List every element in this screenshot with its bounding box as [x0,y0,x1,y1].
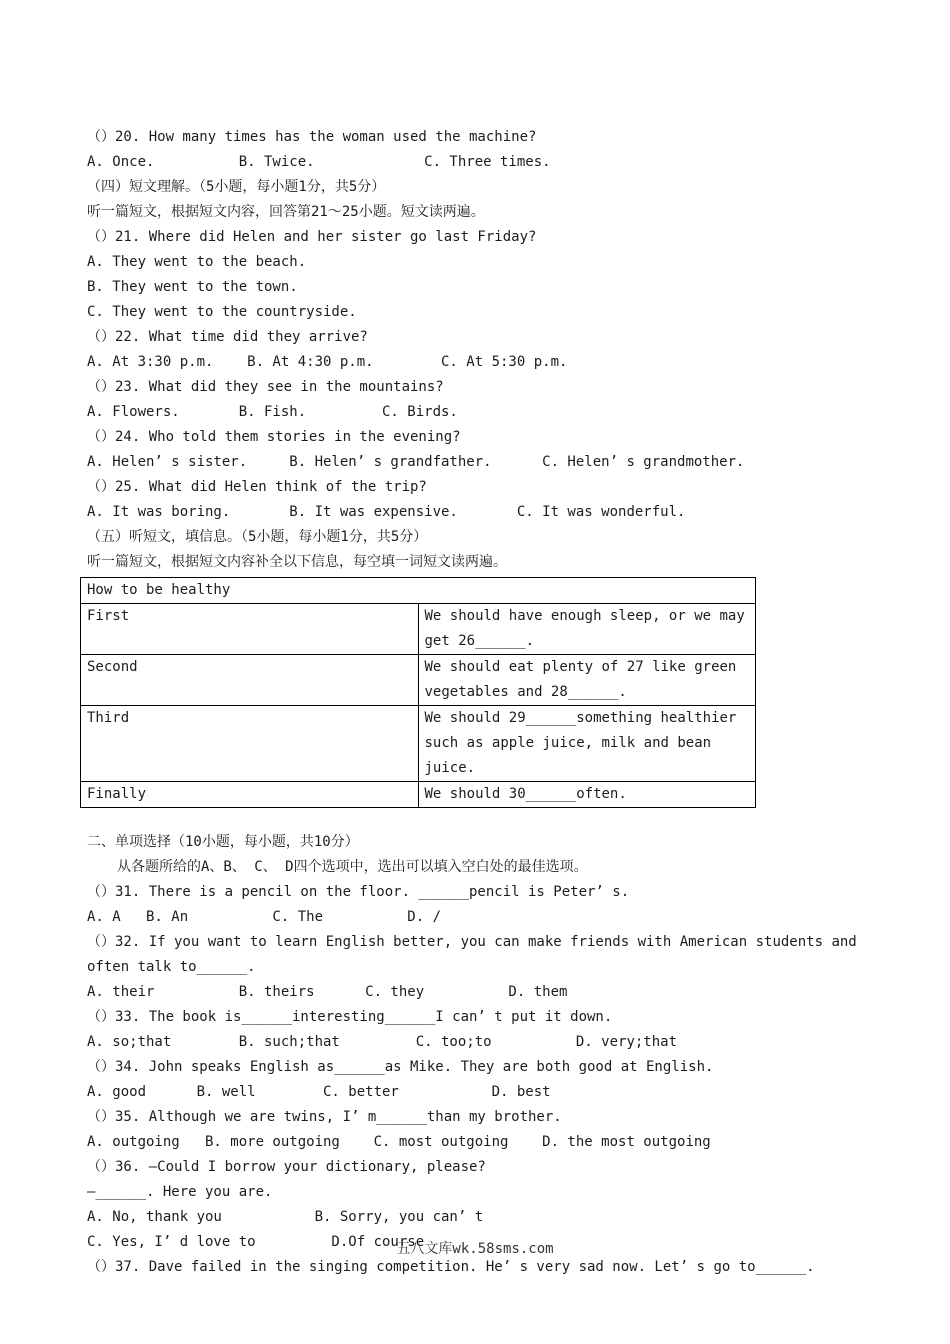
question-20: （）20. How many times has the woman used the machine? [87,129,537,145]
section-heading-2: 二、单项选择（10小题，每小题，共10分） [87,834,359,850]
question-22-options: A. At 3:30 p.m. B. At 4:30 p.m. C. At 5:30 p.m. [87,354,568,370]
section-heading-part4: （四）短文理解。（5小题，每小题1分，共5分） [87,179,386,195]
question-21: （）21. Where did Helen and her sister go last Friday? [87,229,537,245]
table-row [81,655,756,706]
table-row [81,604,756,655]
question-21-option-a: A. They went to the beach. [87,254,307,270]
question-25-options: A. It was boring. B. It was expensive. C. It was wonderful. [87,504,686,520]
table-row-text-first: We should have enough sleep, or we may get 26______. [418,604,756,655]
question-21-option-c: C. They went to the countryside. [87,304,357,320]
question-35: （）35. Although we are twins, I’ m______than my brother. [87,1109,562,1125]
question-24-options: A. Helen’ s sister. B. Helen’ s grandfather. C. Helen’ s grandmother. [87,454,745,470]
question-22: （）22. What time did they arrive? [87,329,368,345]
table-row [81,706,756,782]
part4-instructions: 听一篇短文，根据短文内容，回答第21～25小题。短文读两遍。 [87,204,485,220]
question-34: （）34. John speaks English as______as Mike. They are both good at English. [87,1059,714,1075]
table-title: How to be healthy [81,578,756,604]
question-36: （）36. —Could I borrow your dictionary, please? [87,1159,486,1175]
table-title-row [81,578,756,604]
question-34-options: A. good B. well C. better D. best [87,1084,551,1100]
question-32-continuation: often talk to______. [87,959,256,975]
question-32: （）32. If you want to learn English better, you can make friends with American students and [87,934,857,950]
question-20-options: A. Once. B. Twice. C. Three times. [87,154,551,170]
question-31: （）31. There is a pencil on the floor. ______pencil is Peter’ s. [87,884,630,900]
question-33-options: A. so;that B. such;that C. too;to D. very;that [87,1034,678,1050]
question-24: （）24. Who told them stories in the evening? [87,429,461,445]
part5-instructions: 听一篇短文，根据短文内容补全以下信息，每空填一词短文读两遍。 [87,554,507,570]
question-21-option-b: B. They went to the town. [87,279,298,295]
table-row-text-finally: We should 30______often. [418,782,756,808]
question-36-options-cd: C. Yes, I’ d love to D.Of course [87,1234,425,1250]
question-37: （）37. Dave failed in the singing competition. He’ s very sad now. Let’ s go to______. [87,1259,815,1275]
section-heading-part5: （五）听短文，填信息。（5小题，每小题1分，共5分） [87,529,428,545]
question-23-options: A. Flowers. B. Fish. C. Birds. [87,404,458,420]
health-info-table [80,577,756,808]
question-23: （）23. What did they see in the mountains? [87,379,444,395]
question-35-options: A. outgoing B. more outgoing C. most outgoing D. the most outgoing [87,1134,711,1150]
question-31-options: A. A B. An C. The D. / [87,909,442,925]
table-row-text-second: We should eat plenty of 27 like green vegetables and 28______. [418,655,756,706]
question-33: （）33. The book is______interesting______I can’ t put it down. [87,1009,613,1025]
table-row-label-third: Third [81,706,419,782]
table-row-label-second: Second [81,655,419,706]
site-watermark: 五八文库wk.58sms.com [396,1241,554,1257]
table-row-label-finally: Finally [81,782,419,808]
table-row-text-third: We should 29______something healthier such as apple juice, milk and bean juice. [418,706,756,782]
question-25: （）25. What did Helen think of the trip? [87,479,427,495]
question-32-options: A. their B. theirs C. they D. them [87,984,568,1000]
question-36-options-ab: A. No, thank you B. Sorry, you can’ t [87,1209,484,1225]
table-row [81,782,756,808]
table-row-label-first: First [81,604,419,655]
section-2-instructions: 从各题所给的A、B、 C、 D四个选项中，选出可以填入空白处的最佳选项。 [117,859,588,875]
question-36-reply: —______. Here you are. [87,1184,273,1200]
